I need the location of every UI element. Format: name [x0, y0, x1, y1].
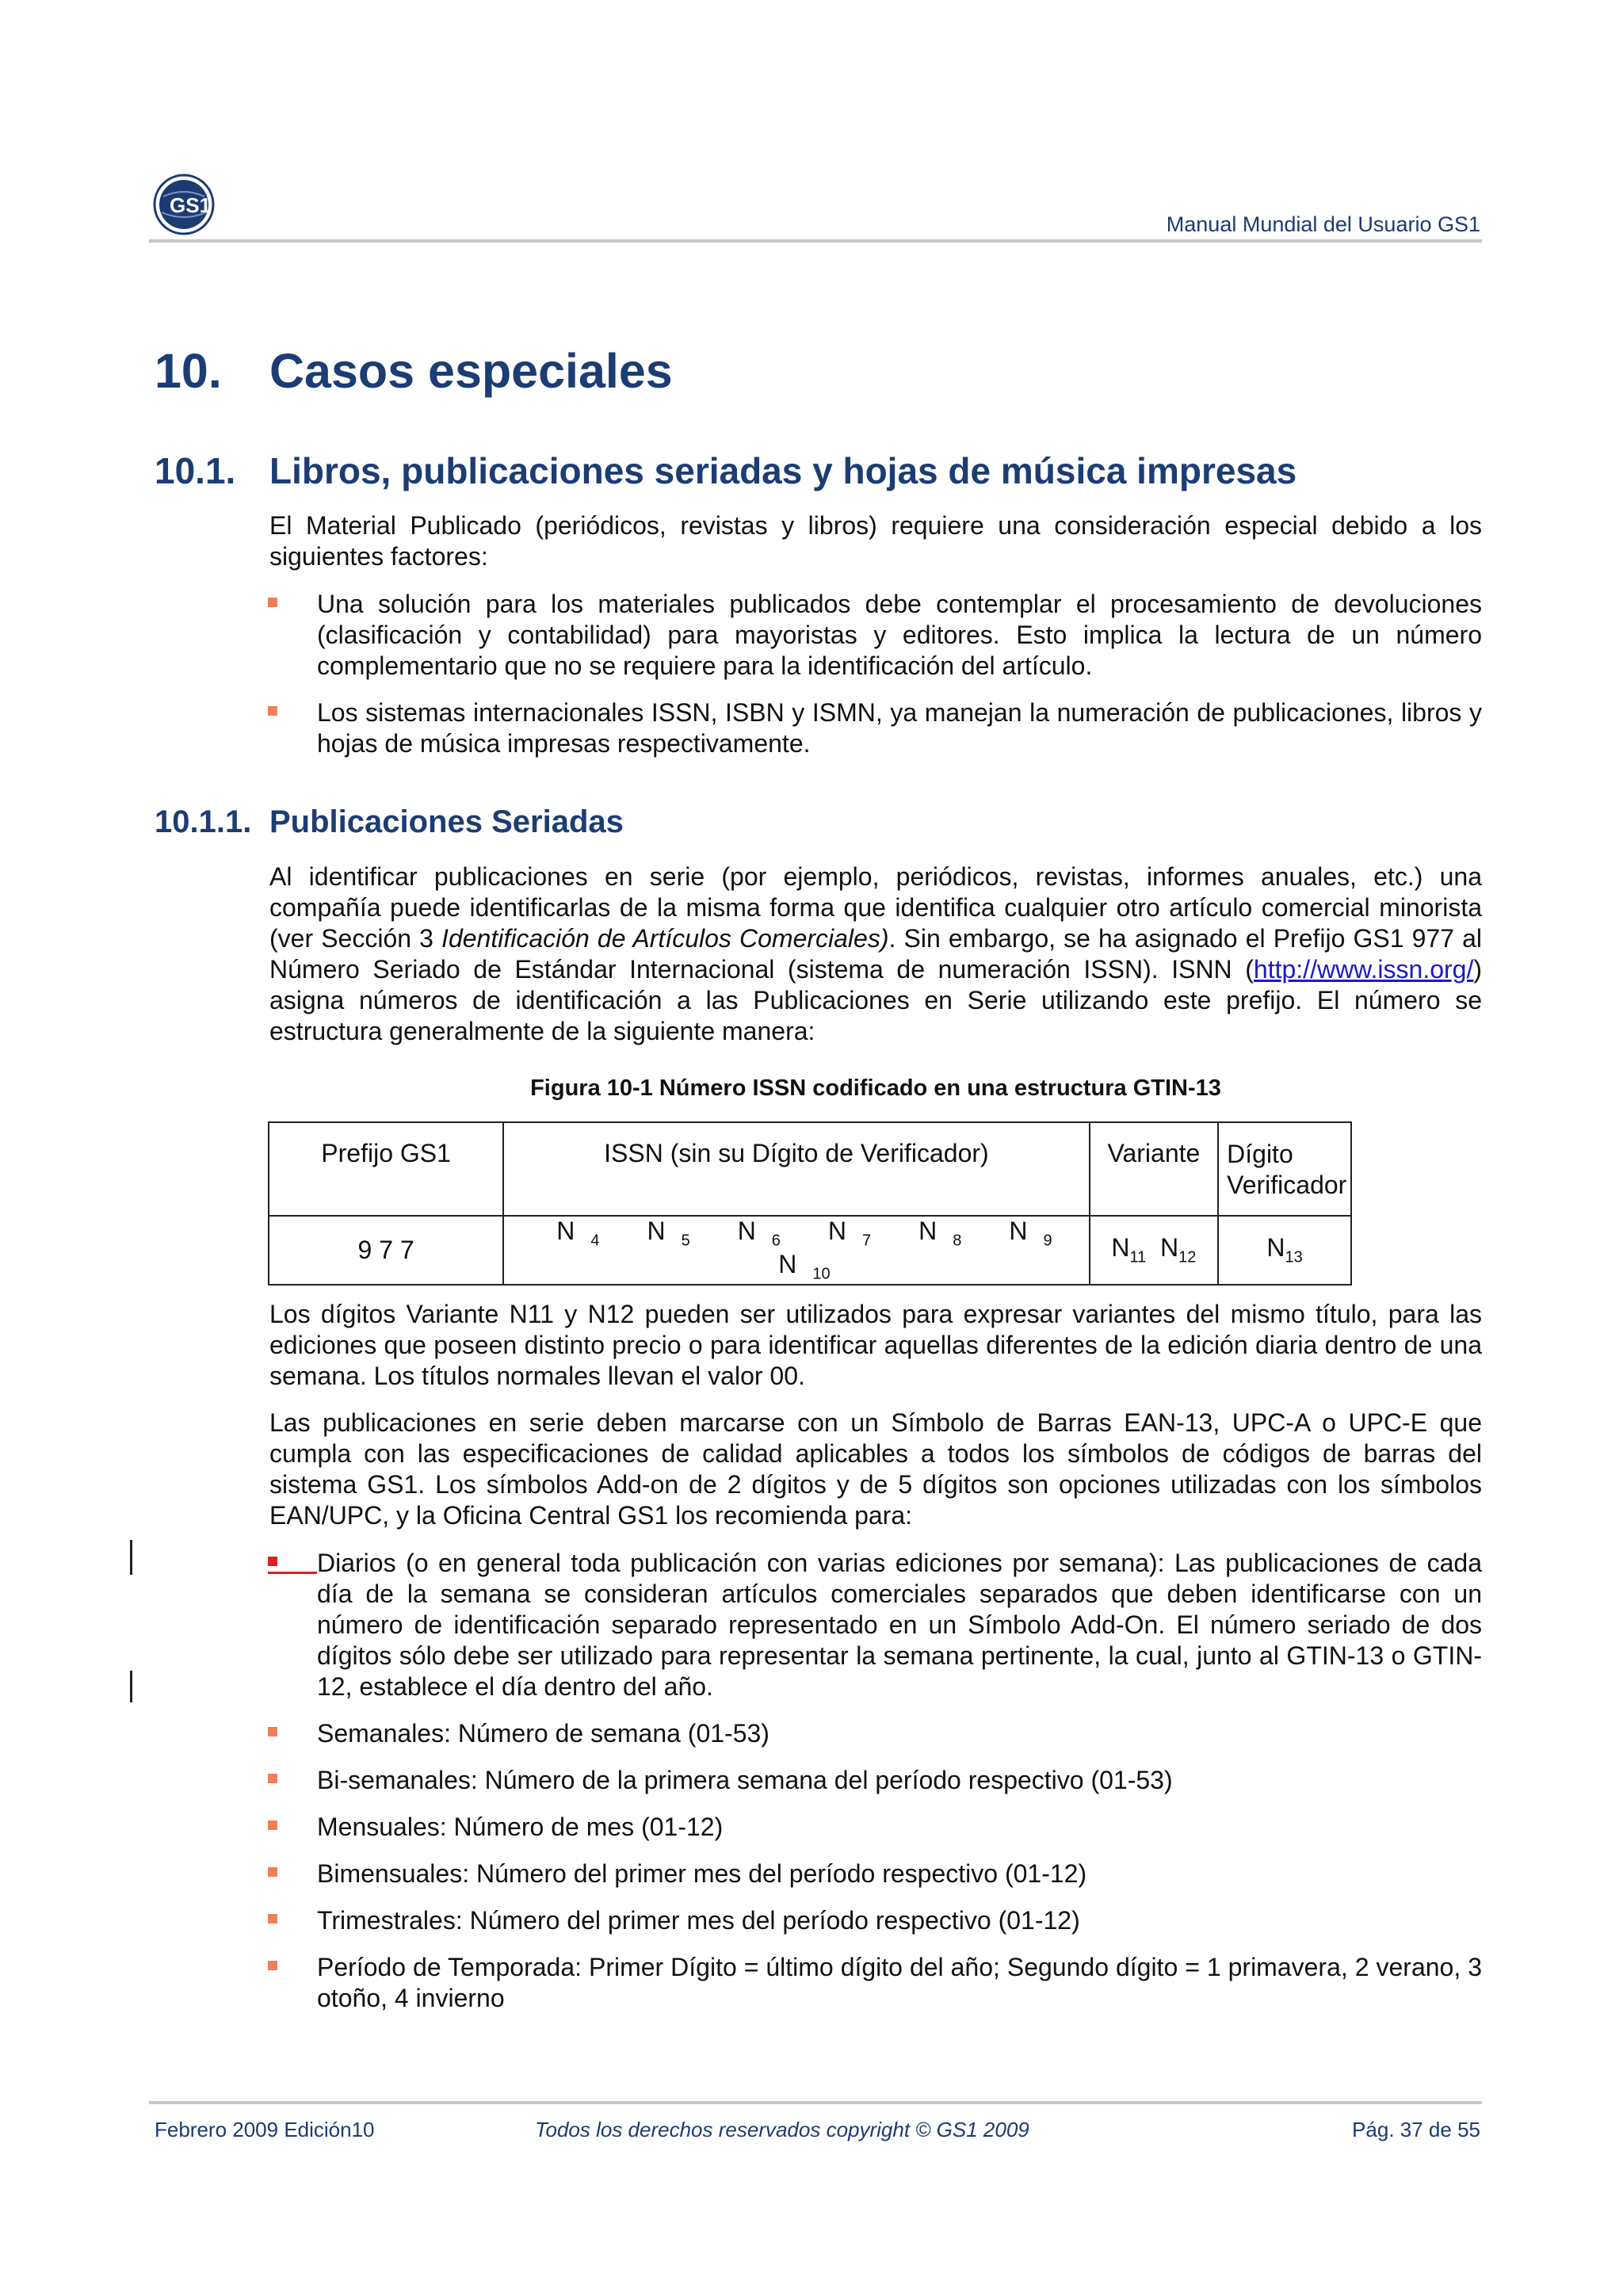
header-variant: Variante — [1090, 1122, 1218, 1216]
list-item — [268, 1718, 1482, 1749]
subsubsection-number: 10.1.1. — [155, 804, 252, 839]
header-issn: ISSN (sin su Dígito de Verificador) — [503, 1122, 1089, 1216]
bullet-square-icon — [268, 706, 277, 716]
issn-digits — [503, 1216, 1089, 1285]
bullet-square-icon — [268, 1961, 277, 1970]
list-item-text: Período de Temporada: Primer Dígito = último dígito del año; Segundo dígito = 1 primavera, 2 verano, 3 otoño, 4 invierno — [317, 1953, 1482, 2012]
footer-copyright: Todos los derechos reservados copyright © GS1 2009 — [535, 2118, 1029, 2141]
variant-digits: $N_{11}$ $N_{12}$ — [1090, 1216, 1218, 1285]
variant-paragraph: Los dígitos Variante N11 y N12 pueden ser utilizados para expresar variantes del mismo título, para las ediciones que poseen distinto precio o para identificar aquellas diferentes de la edición diaria dentro de una semana. Los títulos normales llevan el valor 00. — [269, 1300, 1482, 1390]
paragraph-text: ) asigna números de identificación a las Publicaciones en Serie utilizando este prefijo. El número se estructura generalmente de la siguiente manera: — [269, 955, 1482, 1045]
list-item-text: Semanales: Número de semana (01-53) — [317, 1719, 769, 1748]
list-item-text: Los sistemas internacionales ISSN, ISBN y ISMN, ya manejan la numeración de publicaciones, libros y hojas de música impresas respectivamente. — [317, 698, 1482, 758]
header-check-digit — [1218, 1122, 1351, 1216]
bullet-square-icon — [268, 1820, 277, 1830]
digit: N $_9$ — [1009, 1217, 1052, 1250]
paragraph-text: Al identificar publicaciones en serie (por ejemplo, periódicos, revistas, informes anuales, etc.) una compañía puede identificarlas de la misma forma que identifica cualquier otro artículo comercial minorista (ver Sección 3 — [269, 862, 1482, 953]
digit: N $_6$ — [737, 1217, 781, 1250]
list-item — [268, 1548, 1482, 1702]
bullet-square-icon — [268, 1774, 277, 1783]
list-item — [268, 1859, 1482, 1889]
change-bar — [130, 1540, 132, 1575]
bullet-square-icon — [268, 1727, 277, 1736]
list-item-text: Trimestrales: Número del primer mes del período respectivo (01-12) — [317, 1906, 1080, 1935]
list-item-text: Una solución para los materiales publicados debe contemplar el procesamiento de devoluciones (clasificación y contabilidad) para mayoristas y editores. Esto implica la lectura de un número complementario que no se requiere para la identificación del artículo. — [317, 590, 1482, 680]
list-item — [268, 1812, 1482, 1843]
list-item — [268, 1905, 1482, 1936]
section-heading — [155, 343, 673, 399]
digit: N $_5$ — [647, 1217, 690, 1250]
list-item — [268, 697, 1482, 759]
table-row — [269, 1216, 1351, 1285]
subsection-title: Libros, publicaciones seriadas y hojas de música impresas — [269, 450, 1297, 491]
serial-publications-paragraph — [269, 861, 1482, 1047]
header-check-digit-line2: Verificador — [1227, 1171, 1347, 1199]
bullet-square-icon — [268, 598, 277, 607]
list-item-text: Mensuales: Número de mes (01-12) — [317, 1813, 724, 1841]
subsubsection-heading — [155, 804, 624, 840]
change-bar — [130, 1671, 132, 1702]
footer-edition: Febrero 2009 Edición10 — [155, 2118, 375, 2141]
header-rule — [149, 239, 1482, 243]
list-item — [268, 1952, 1482, 2014]
issn-link[interactable]: http://www.issn.org/ — [1253, 955, 1474, 984]
barcode-paragraph: Las publicaciones en serie deben marcarse con un Símbolo de Barras EAN-13, UPC-A o UPC-E que cumpla con las especificaciones de calidad aplicables a todos los símbolos de códigos de barras del sistema GS1. Los símbolos Add-on de 2 dígitos y de 5 dígitos son opciones utilizadas con los símbolos EAN/UPC, y la Oficina Central GS1 los recomienda para: — [269, 1408, 1482, 1530]
bullet-square-icon — [268, 1557, 277, 1566]
list-item-text: Bi-semanales: Número de la primera semana del período respectivo (01-53) — [317, 1766, 1173, 1794]
subsubsection-title: Publicaciones Seriadas — [269, 804, 624, 839]
section-title: Casos especiales — [269, 344, 673, 398]
check-digit: $N_{13}$ — [1218, 1216, 1351, 1285]
list-item — [268, 589, 1482, 682]
list-item-text: Diarios (o en general toda publicación con varias ediciones por semana): Las publicaciones de cada día de la semana se consideran artículos comerciales separados que deben identificarse con un número de identificación separado representado en un Símbolo Add-On. El número seriado de dos dígitos sólo debe ser utilizado para representar la semana pertinente, la cual, junto al GTIN-13 o GTIN-12, establece el día dentro del año. — [317, 1549, 1482, 1701]
subsection-heading — [155, 449, 1296, 492]
footer-rule — [149, 2101, 1482, 2104]
gs1-logo — [151, 173, 223, 236]
digit: N $_{10}$ — [778, 1250, 831, 1283]
digit: N $_7$ — [827, 1217, 872, 1250]
bullet-square-icon — [268, 1914, 277, 1924]
table-header-row — [269, 1122, 1351, 1216]
list-item-text: Bimensuales: Número del primer mes del período respectivo (01-12) — [317, 1859, 1087, 1888]
bullet-square-icon — [268, 1867, 277, 1877]
prefix-digits: 9 7 7 — [269, 1216, 503, 1285]
header-check-digit-line1: Dígito — [1227, 1140, 1293, 1168]
figure-caption: Figura 10-1 Número ISSN codificado en una estructura GTIN-13 — [530, 1075, 1221, 1101]
header-title: Manual Mundial del Usuario GS1 — [1166, 212, 1480, 236]
subsection-intro: El Material Publicado (periódicos, revistas y libros) requiere una consideración especial debido a los siguientes factores: — [269, 511, 1482, 571]
digit: N $_4$ — [556, 1217, 600, 1250]
footer-page-number: Pág. 37 de 55 — [1352, 2118, 1480, 2141]
digit: N $_8$ — [918, 1217, 962, 1250]
section-number: 10. — [155, 344, 222, 398]
paragraph-text: . Sin embargo, se ha asignado el Prefijo GS1 977 al Número Seriado de Estándar Internacional (sistema de numeración ISSN). ISNN ( — [269, 924, 1483, 984]
issn-structure-table — [268, 1121, 1352, 1286]
subsection-number: 10.1. — [155, 450, 236, 491]
list-item — [268, 1765, 1482, 1796]
gs1-logo-text: GS1 — [170, 193, 212, 217]
header-prefix: Prefijo GS1 — [269, 1122, 503, 1216]
section-reference: Identificación de Artículos Comerciales) — [441, 924, 889, 953]
